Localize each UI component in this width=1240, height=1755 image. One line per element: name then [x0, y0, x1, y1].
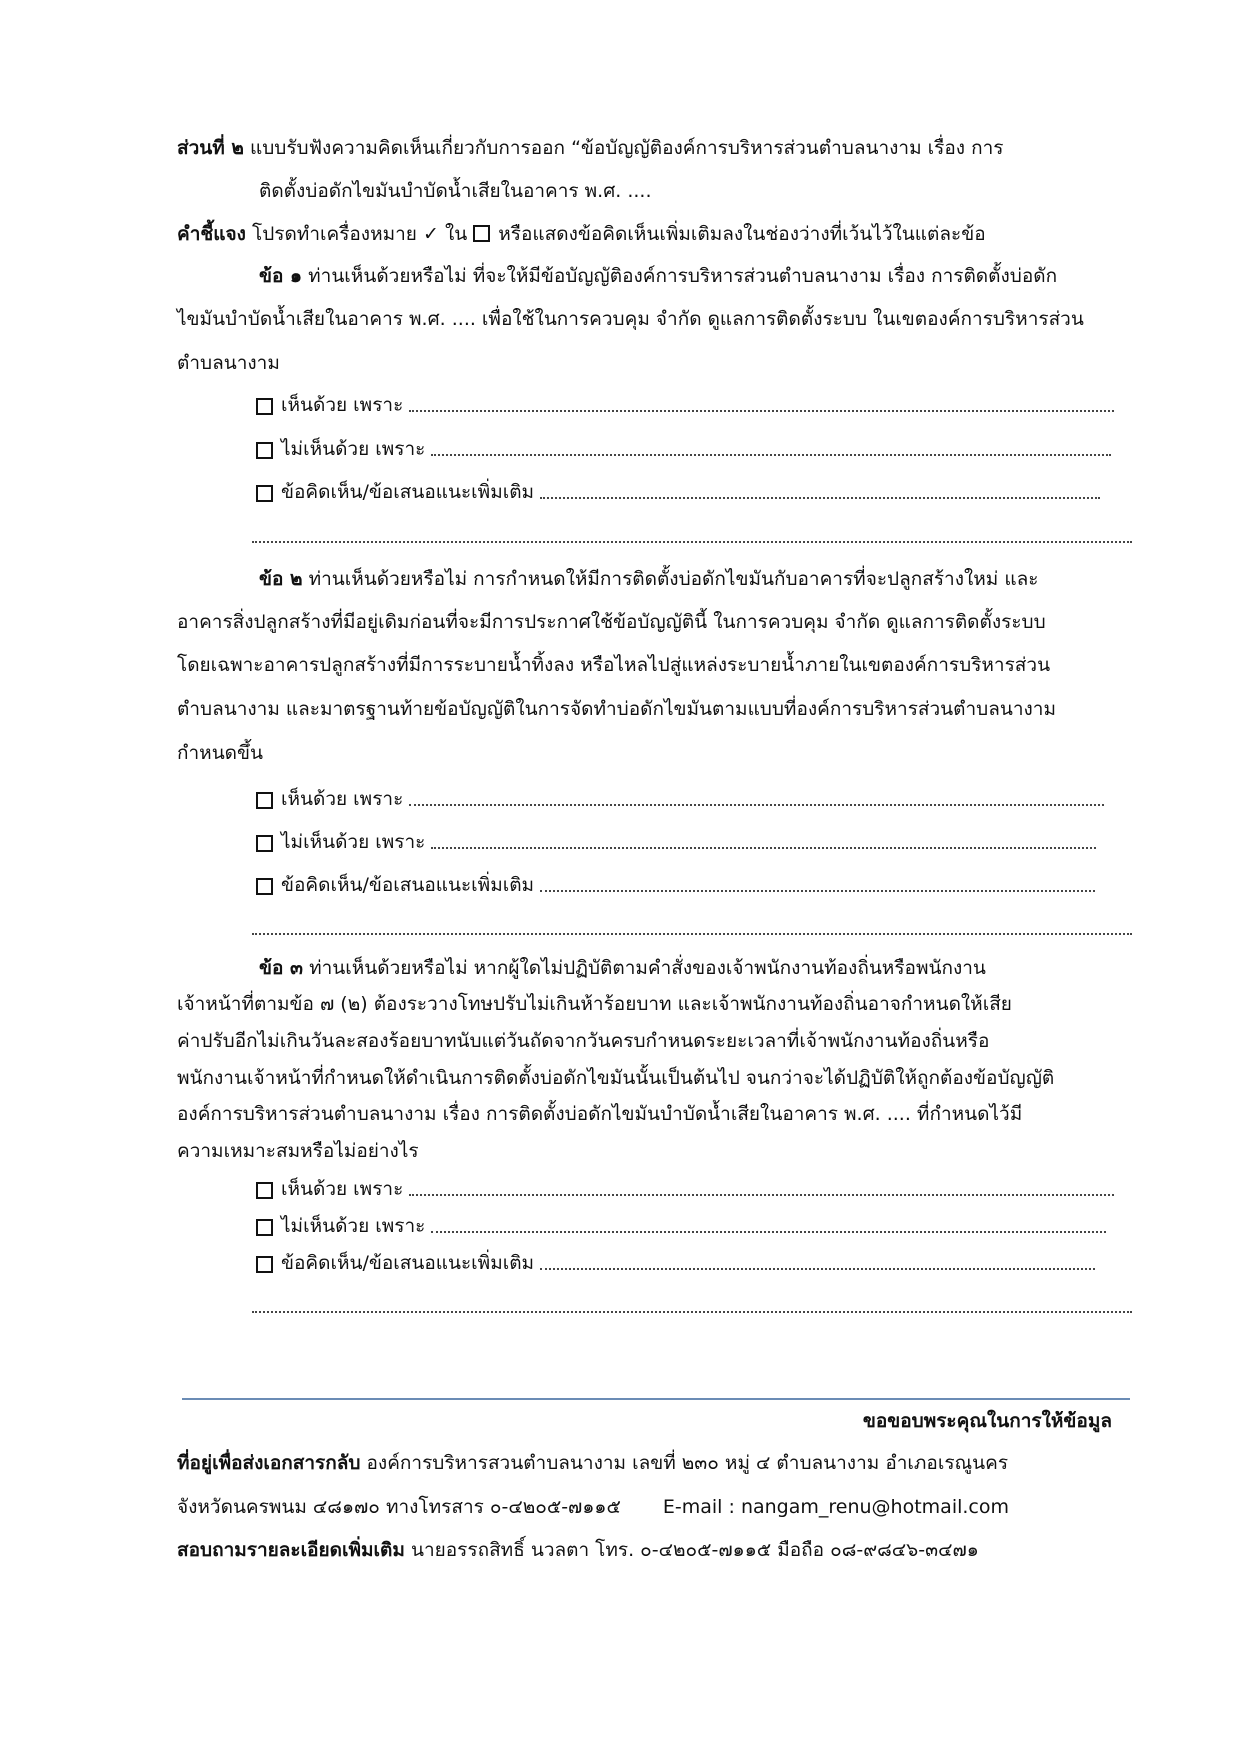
footer-divider	[182, 1398, 1130, 1400]
q2-comment-checkbox[interactable]	[256, 878, 273, 895]
q1-agree-blank[interactable]	[409, 409, 1114, 412]
q3-line-5: องค์การบริหารส่วนตำบลนางาม เรื่อง การติดตั้งบ่อดักไขมันบำบัดน้ำเสียในอาคาร พ.ศ. .... ที่กำหนดไว้มี	[177, 1103, 1023, 1125]
q1-option-disagree	[256, 440, 1111, 459]
q1-comment-blank[interactable]	[540, 496, 1100, 499]
checkbox-example-icon	[473, 225, 490, 242]
q1-option-comment	[256, 483, 1100, 502]
q2-disagree-label: ไม่เห็นด้วย เพราะ	[281, 831, 426, 853]
instruction-text-before: โปรดทำเครื่องหมาย	[251, 223, 417, 245]
q2-comment-blank[interactable]	[540, 889, 1095, 892]
q3-agree-blank[interactable]	[409, 1193, 1114, 1196]
q3-disagree-blank[interactable]	[431, 1230, 1106, 1233]
q3-line-6: ความเหมาะสมหรือไม่อย่างไร	[177, 1140, 419, 1162]
q3-agree-label: เห็นด้วย เพราะ	[281, 1178, 404, 1200]
q2-line-2: อาคารสิ่งปลูกสร้างที่มีอยู่เดิมก่อนที่จะมีการประกาศใช้ข้อบัญญัตินี้ ในการควบคุม จำกัด ดูแลการติดตั้งระบบ	[177, 611, 1046, 633]
q1-agree-checkbox[interactable]	[256, 398, 273, 415]
address-label: ที่อยู่เพื่อส่งเอกสารกลับ	[177, 1452, 361, 1474]
q3-comment-blank[interactable]	[540, 1267, 1095, 1270]
q2-comment-label: ข้อคิดเห็น/ข้อเสนอแนะเพิ่มเติม	[281, 874, 535, 896]
q3-disagree-checkbox[interactable]	[256, 1219, 273, 1236]
q1-label: ข้อ ๑	[259, 265, 303, 287]
instruction-text-after: หรือแสดงข้อคิดเห็นเพิ่มเติมลงในช่องว่างที่เว้นไว้ในแต่ละข้อ	[498, 223, 986, 245]
q3-option-comment	[256, 1254, 1095, 1273]
q1-line-2: ไขมันบำบัดน้ำเสียในอาคาร พ.ศ. .... เพื่อใช้ในการควบคุม จำกัด ดูแลการติดตั้งระบบ ในเขตองค์การบริหารส่วน	[177, 308, 1084, 330]
q3-comment-label: ข้อคิดเห็น/ข้อเสนอแนะเพิ่มเติม	[281, 1252, 535, 1274]
q3-option-disagree	[256, 1217, 1106, 1236]
q2-line-4: ตำบลนางาม และมาตรฐานท้ายข้อบัญญัติในการจัดทำบ่อดักไขมันตามแบบที่องค์การบริหารส่วนตำบลนางาม	[177, 698, 1056, 720]
instruction-label: คำชี้แจง	[177, 223, 246, 245]
q1-comment-label: ข้อคิดเห็น/ข้อเสนอแนะเพิ่มเติม	[281, 481, 535, 503]
q2-agree-blank[interactable]	[409, 803, 1104, 806]
q3-agree-checkbox[interactable]	[256, 1182, 273, 1199]
address-line-2	[177, 1498, 1009, 1517]
q3-line-1	[259, 959, 986, 978]
q2-agree-label: เห็นด้วย เพราะ	[281, 788, 404, 810]
address-line-1	[177, 1454, 1008, 1473]
q3-text-1: ท่านเห็นด้วยหรือไม่ หากผู้ใดไม่ปฏิบัติตามคำสั่งของเจ้าพนักงานท้องถิ่นหรือพนักงาน	[309, 957, 986, 979]
q3-comment-checkbox[interactable]	[256, 1256, 273, 1273]
q2-line-5: กำหนดขึ้น	[177, 742, 264, 764]
q3-option-agree	[256, 1180, 1114, 1199]
q1-text-1: ท่านเห็นด้วยหรือไม่ ที่จะให้มีข้อบัญญัติองค์การบริหารส่วนตำบลนางาม เรื่อง การติดตั้งบ่อดัก	[308, 265, 1058, 287]
section-title-line-2: ติดตั้งบ่อดักไขมันบำบัดน้ำเสียในอาคาร พ.ศ. ....	[259, 180, 652, 202]
instruction-text-mid: ใน	[444, 223, 468, 245]
q3-label: ข้อ ๓	[259, 957, 304, 979]
thanks-text: ขอขอบพระคุณในการให้ข้อมูล	[862, 1410, 1112, 1432]
q2-disagree-checkbox[interactable]	[256, 835, 273, 852]
q3-extra-blank[interactable]	[252, 1310, 1132, 1313]
q1-disagree-label: ไม่เห็นด้วย เพราะ	[281, 438, 426, 460]
q2-option-comment	[256, 876, 1095, 895]
q3-disagree-label: ไม่เห็นด้วย เพราะ	[281, 1215, 426, 1237]
q2-label: ข้อ ๒	[259, 568, 303, 590]
section-label: ส่วนที่ ๒	[177, 137, 244, 159]
q3-line-4: พนักงานเจ้าหน้าที่กำหนดให้ดำเนินการติดตั้งบ่อดักไขมันนั้นเป็นต้นไป จนกว่าจะได้ปฏิบัติให้ถูกต้องข้อบัญญัติ	[177, 1067, 1055, 1089]
q1-option-agree	[256, 396, 1114, 415]
contact-line	[177, 1541, 979, 1560]
q2-line-1	[259, 570, 1038, 589]
q2-option-disagree	[256, 833, 1096, 852]
address-text-1: องค์การบริหารสวนตำบลนางาม เลขที่ ๒๓๐ หมู่ ๔ ตำบลนางาม อำเภอเรณูนคร	[366, 1452, 1009, 1474]
q2-agree-checkbox[interactable]	[256, 792, 273, 809]
contact-text: นายอรรถสิทธิ์ นวลตา โทร. ๐-๔๒๐๕-๗๑๑๕ มือถือ ๐๘-๙๘๔๖-๓๔๗๑	[410, 1539, 979, 1561]
section-title-text: แบบรับฟังความคิดเห็นเกี่ยวกับการออก “ข้อบัญญัติองค์การบริหารส่วนตำบลนางาม เรื่อง การ	[249, 137, 1004, 159]
address-text-2: จังหวัดนครพนม ๔๘๑๗๐ ทางโทรสาร ๐-๔๒๐๕-๗๑๑๕	[177, 1496, 621, 1518]
instruction-line	[177, 225, 986, 244]
section-title-line-1	[177, 139, 1003, 158]
q1-agree-label: เห็นด้วย เพราะ	[281, 394, 404, 416]
q1-line-3: ตำบลนางาม	[177, 352, 280, 374]
q1-line-1	[259, 267, 1057, 286]
q1-extra-blank[interactable]	[252, 540, 1132, 543]
q2-text-1: ท่านเห็นด้วยหรือไม่ การกำหนดให้มีการติดตั้งบ่อดักไขมันกับอาคารที่จะปลูกสร้างใหม่ และ	[308, 568, 1039, 590]
q1-disagree-blank[interactable]	[431, 453, 1111, 456]
q2-extra-blank[interactable]	[252, 932, 1132, 935]
q2-option-agree	[256, 790, 1104, 809]
contact-label: สอบถามรายละเอียดเพิ่มเติม	[177, 1539, 405, 1561]
q2-line-3: โดยเฉพาะอาคารปลูกสร้างที่มีการระบายน้ำทิ้งลง หรือไหลไปสู่แหล่งระบายน้ำภายในเขตองค์การบริหารส่วน	[177, 654, 1051, 676]
q2-disagree-blank[interactable]	[431, 846, 1096, 849]
checkmark-icon: ✓	[422, 223, 439, 245]
q3-line-3: ค่าปรับอีกไม่เกินวันละสองร้อยบาทนับแต่วันถัดจากวันครบกำหนดระยะเวลาที่เจ้าพนักงานท้องถิ่นหรือ	[177, 1030, 990, 1052]
q1-comment-checkbox[interactable]	[256, 485, 273, 502]
email-text: E-mail : nangam_renu@hotmail.com	[662, 1496, 1009, 1518]
q1-disagree-checkbox[interactable]	[256, 442, 273, 459]
q3-line-2: เจ้าหน้าที่ตามข้อ ๗ (๒) ต้องระวางโทษปรับไม่เกินห้าร้อยบาท และเจ้าพนักงานท้องถิ่นอาจกำหนดให้เสีย	[177, 993, 1012, 1015]
